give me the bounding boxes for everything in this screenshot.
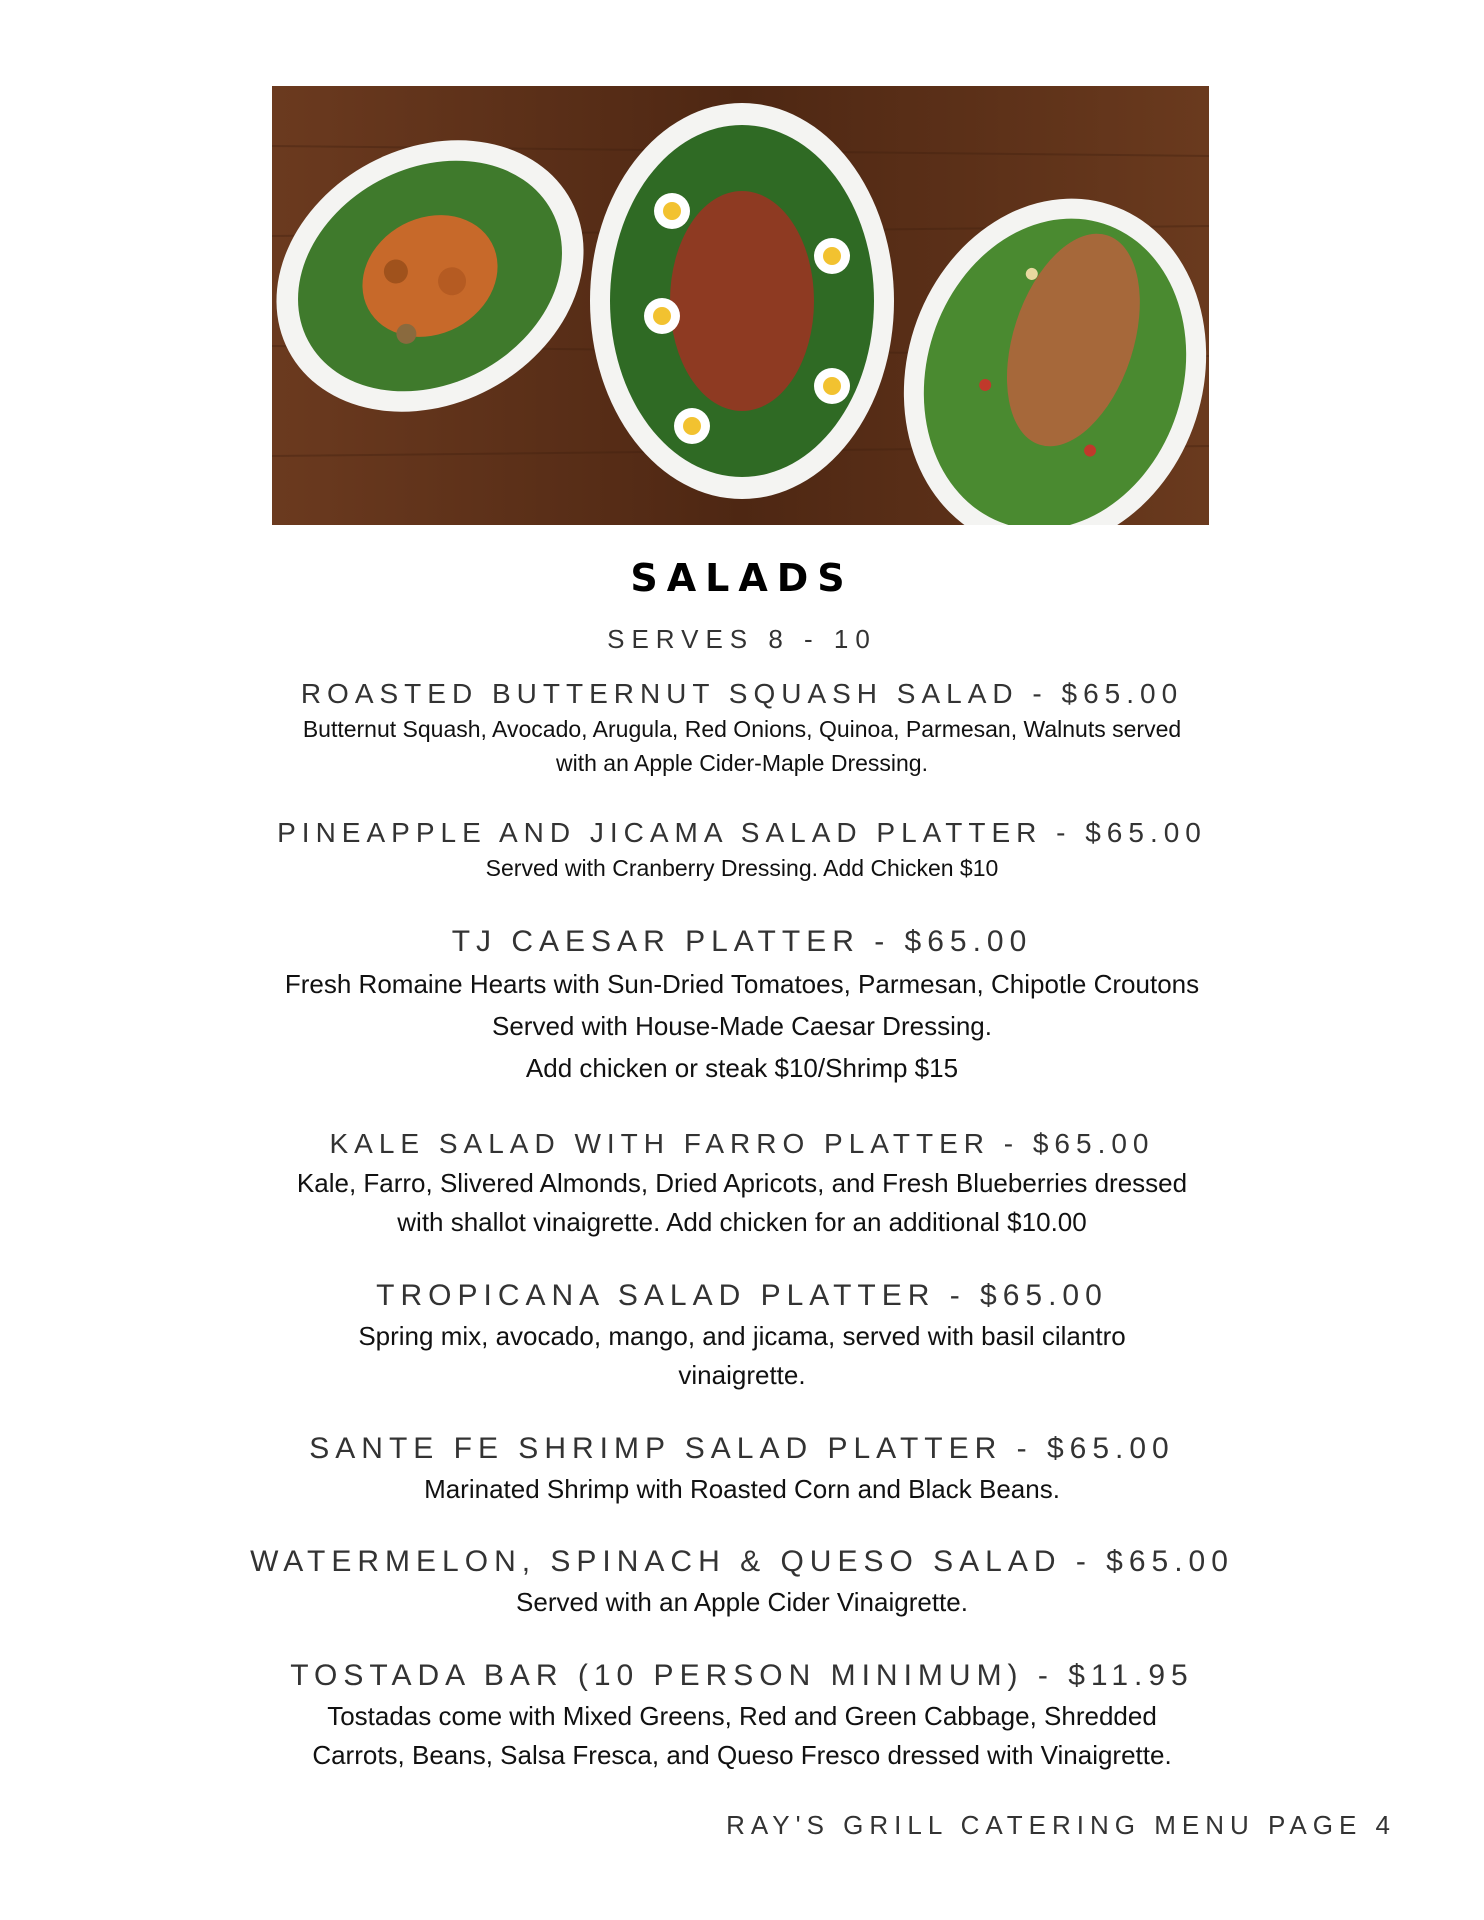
item-description: Tostadas come with Mixed Greens, Red and Green Cabbage, Shredded Carrots, Beans, Salsa Fresca, and Queso Fresco dressed with Vinaigrette. [312,1701,1172,1770]
menu-item-watermelon-spinach [0,1545,1484,1622]
menu-item-pineapple-jicama [0,817,1484,885]
item-title: SANTE FE SHRIMP SALAD PLATTER - $65.00 [309,1432,1175,1465]
item-title: PINEAPPLE AND JICAMA SALAD PLATTER - $65.00 [277,817,1207,848]
cobb-platter [590,103,894,499]
menu-item-sante-fe-shrimp [0,1432,1484,1509]
item-description: Fresh Romaine Hearts with Sun-Dried Tomatoes, Parmesan, Chipotle Croutons Served with House-Made Caesar Dressing. Add chicken or steak $10/Shrimp $15 [284,969,1200,1083]
item-title: ROASTED BUTTERNUT SQUASH SALAD - $65.00 [300,678,1184,709]
item-title: KALE SALAD WITH FARRO PLATTER - $65.00 [329,1128,1155,1159]
menu-item-tropicana [0,1279,1484,1395]
item-title: WATERMELON, SPINACH & QUESO SALAD - $65.00 [250,1545,1234,1578]
item-title: TROPICANA SALAD PLATTER - $65.00 [376,1279,1108,1312]
item-description: Butternut Squash, Avocado, Arugula, Red Onions, Quinoa, Parmesan, Walnuts served with an Apple Cider-Maple Dressing. [302,716,1182,776]
item-description: Served with Cranberry Dressing. Add Chicken $10 [485,855,999,881]
menu-item-tj-caesar [0,925,1484,1089]
menu-item-tostada-bar [0,1659,1484,1775]
page-footer: RAY'S GRILL CATERING MENU PAGE 4 [726,1810,1396,1840]
menu-item-roasted-butternut [0,678,1484,780]
item-description: Marinated Shrimp with Roasted Corn and Black Beans. [424,1474,1060,1504]
item-title: TJ CAESAR PLATTER - $65.00 [451,925,1033,958]
item-description: Spring mix, avocado, mango, and jicama, served with basil cilantro vinaigrette. [358,1321,1126,1390]
item-title: TOSTADA BAR (10 PERSON MINIMUM) - $11.95 [290,1659,1194,1692]
salad-platters-photo [272,86,1209,525]
serving-size: SERVES 8 - 10 [607,624,877,654]
item-description: Kale, Farro, Slivered Almonds, Dried Apricots, and Fresh Blueberries dressed with shallot vinaigrette. Add chicken for an additional $10.00 [296,1168,1188,1237]
section-heading: SALADS [630,556,854,600]
item-description: Served with an Apple Cider Vinaigrette. [516,1587,968,1617]
menu-item-kale-farro [0,1128,1484,1242]
